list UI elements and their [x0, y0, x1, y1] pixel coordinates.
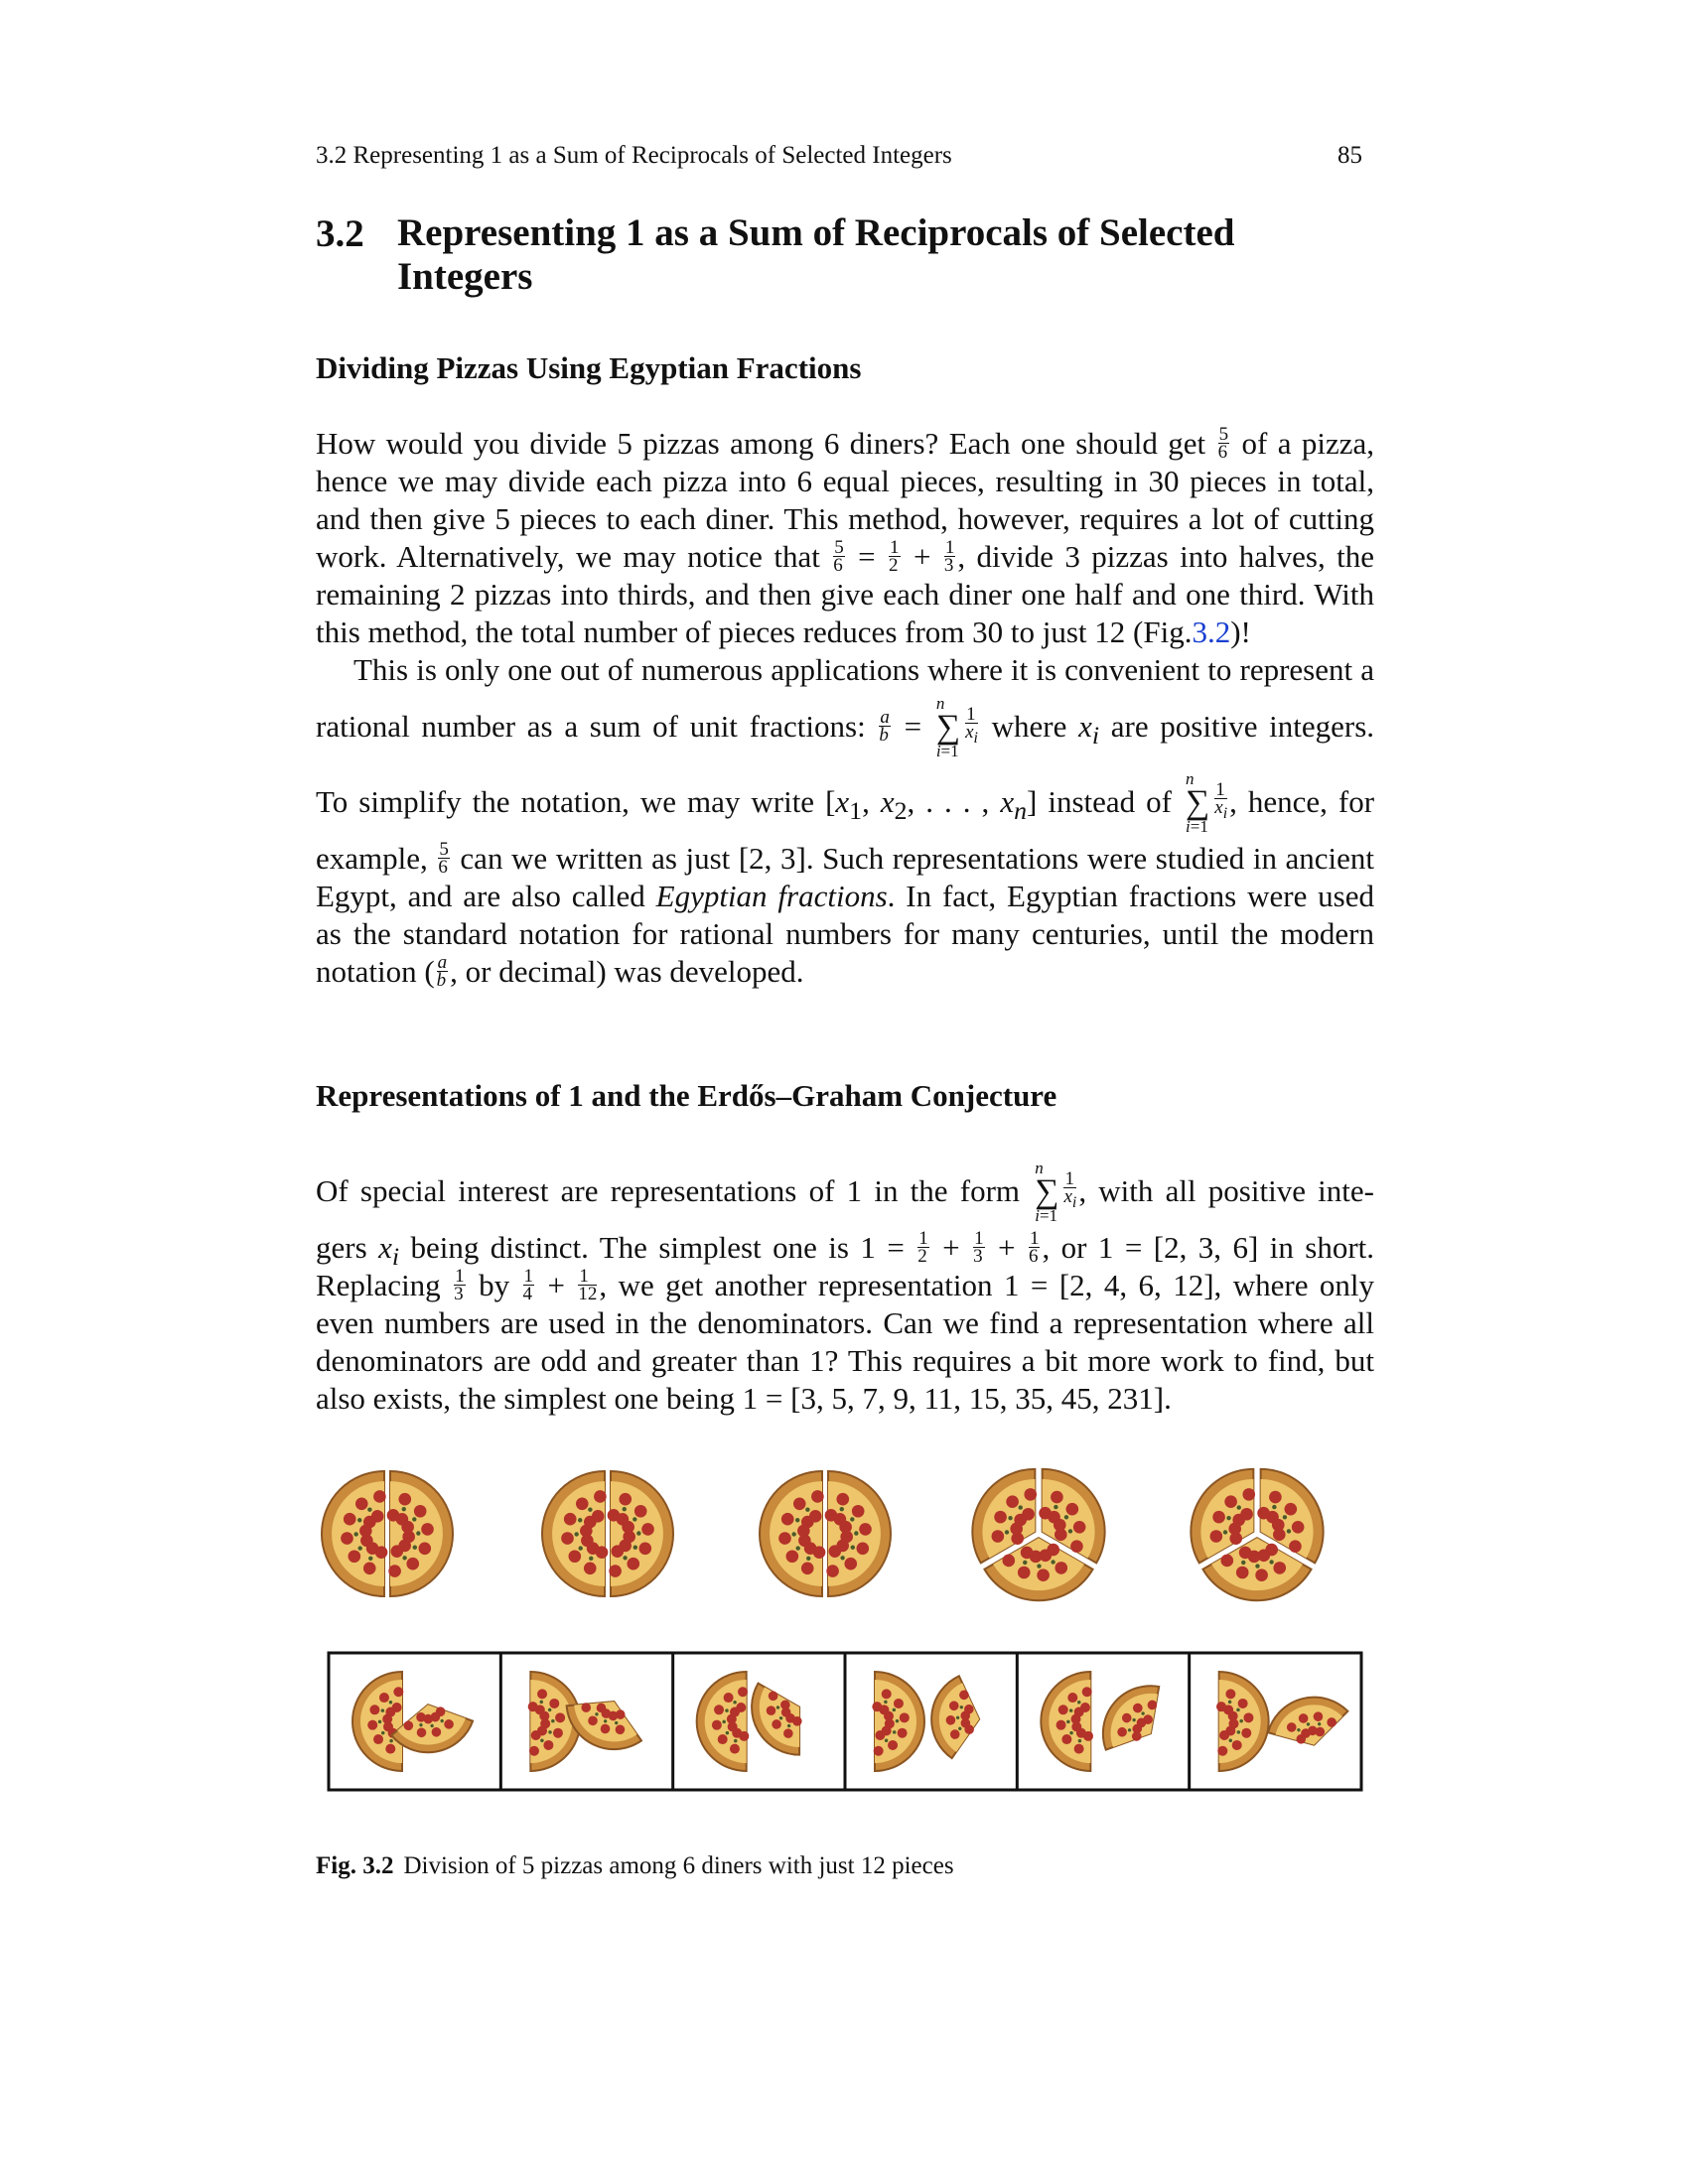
section-title [397, 211, 1291, 299]
pizza-1 [322, 1471, 453, 1596]
pizza-5 [1191, 1469, 1323, 1600]
diner-3-plate [697, 1672, 823, 1771]
figure-caption [316, 1852, 954, 1880]
subsection-heading-erdos: Representations of 1 and the Erdős–Graham Conjecture [316, 1078, 1057, 1113]
sigma-sum: n ∑ i=1 [935, 693, 961, 760]
subsection-heading-egyptian: Dividing Pizzas Using Egyptian Fractions [316, 350, 862, 385]
diner-6-plate [1216, 1672, 1352, 1771]
figure-link[interactable]: 3.2 [1192, 614, 1231, 649]
diner-2-plate [528, 1672, 644, 1771]
diner-5-plate [1041, 1672, 1167, 1771]
section-number: 3.2 [316, 212, 364, 255]
running-header: 3.2 Representing 1 as a Sum of Reciprocals of Selected Integers [316, 142, 952, 169]
paragraph-unit-fractions: This is only one out of numerous applications where it is convenient to represent a rational number as a sum of unit fractions: $\frac{a}{b}$ = n ∑ i=1 $\frac{1}{x_i}$ where $x_i$ are positive integers. To simplify the notation, we may write [$x_1$, $x_2$, . . . , $x_n$] instead of n ∑ i=1 $\frac{1}{x_i}$ , hence, for example, $\frac{5}{6}$ can we written as just [2, 3]. Such representations were studied in ancient Egypt, and are also called Egyptian fractions. In fact, Egyptian fractions were used as the standard notation for rational numbers for many centuries, until the modern notation ( $\frac{a}{b}$ , or decimal) was developed. [316, 652, 1375, 992]
pizza-4 [972, 1469, 1104, 1600]
diner-4-plate [872, 1672, 987, 1771]
figure-caption-text: Division of 5 pizzas among 6 diners with just 12 pieces [403, 1852, 954, 1879]
pizza-division-figure [316, 1464, 1374, 1837]
paragraph-representations: Of special interest are representations of 1 in the form n ∑ i=1 $\frac{1}{x_i}$ , with all positive inte- gers $x_i$ being distinct. The simplest one is 1 = $\frac{1}{2}$ + $\frac{1}{3}$ + $\frac{1}{6}$ , or 1 = [2, 3, 6] in short. Replacing $\frac{1}{3}$ by $\frac{1}{4}$ + $\frac{1}{12}$ , we get another representation 1 = [2, 4, 6, 12], where only even numbers are used in the denominators. Can we find a representation where all denominators are odd and greater than 1? This requires a bit more work to find, but also exists, the simplest one being 1 = [3, 5, 7, 9, 11, 15, 35, 45, 231]. [316, 1158, 1375, 1416]
paragraph-pizzas: How would you divide 5 pizzas among 6 diners? Each one should get $\frac{5}{6}$ of a pizza, hence we may divide each pizza into 6 equal pieces, resulting in 30 pieces in total, and then give 5 pieces to each diner. This method, however, requires a lot of cutting work. Alternatively, we may notice that $\frac{5}{6}$ = $\frac{1}{2}$ + $\frac{1}{3}$ , divide 3 pizzas into halves, the remaining 2 pizzas into thirds, and then give each diner one half and one third. With this method, the total number of pieces reduces from 30 to just 12 (Fig.3.2)! [316, 424, 1375, 649]
pizza-3 [760, 1471, 891, 1596]
pizza-2 [542, 1471, 673, 1596]
diner-plates [329, 1653, 1361, 1790]
section-title-line2: Integers [397, 255, 533, 298]
fraction-5-6: $\frac{5}{6}$ [1217, 424, 1229, 464]
figure-label: Fig. 3.2 [316, 1852, 394, 1879]
page-number: 85 [1337, 142, 1362, 169]
section-title-line1: Representing 1 as a Sum of Reciprocals of Selected [397, 211, 1235, 254]
diner-1-plate [352, 1672, 479, 1771]
